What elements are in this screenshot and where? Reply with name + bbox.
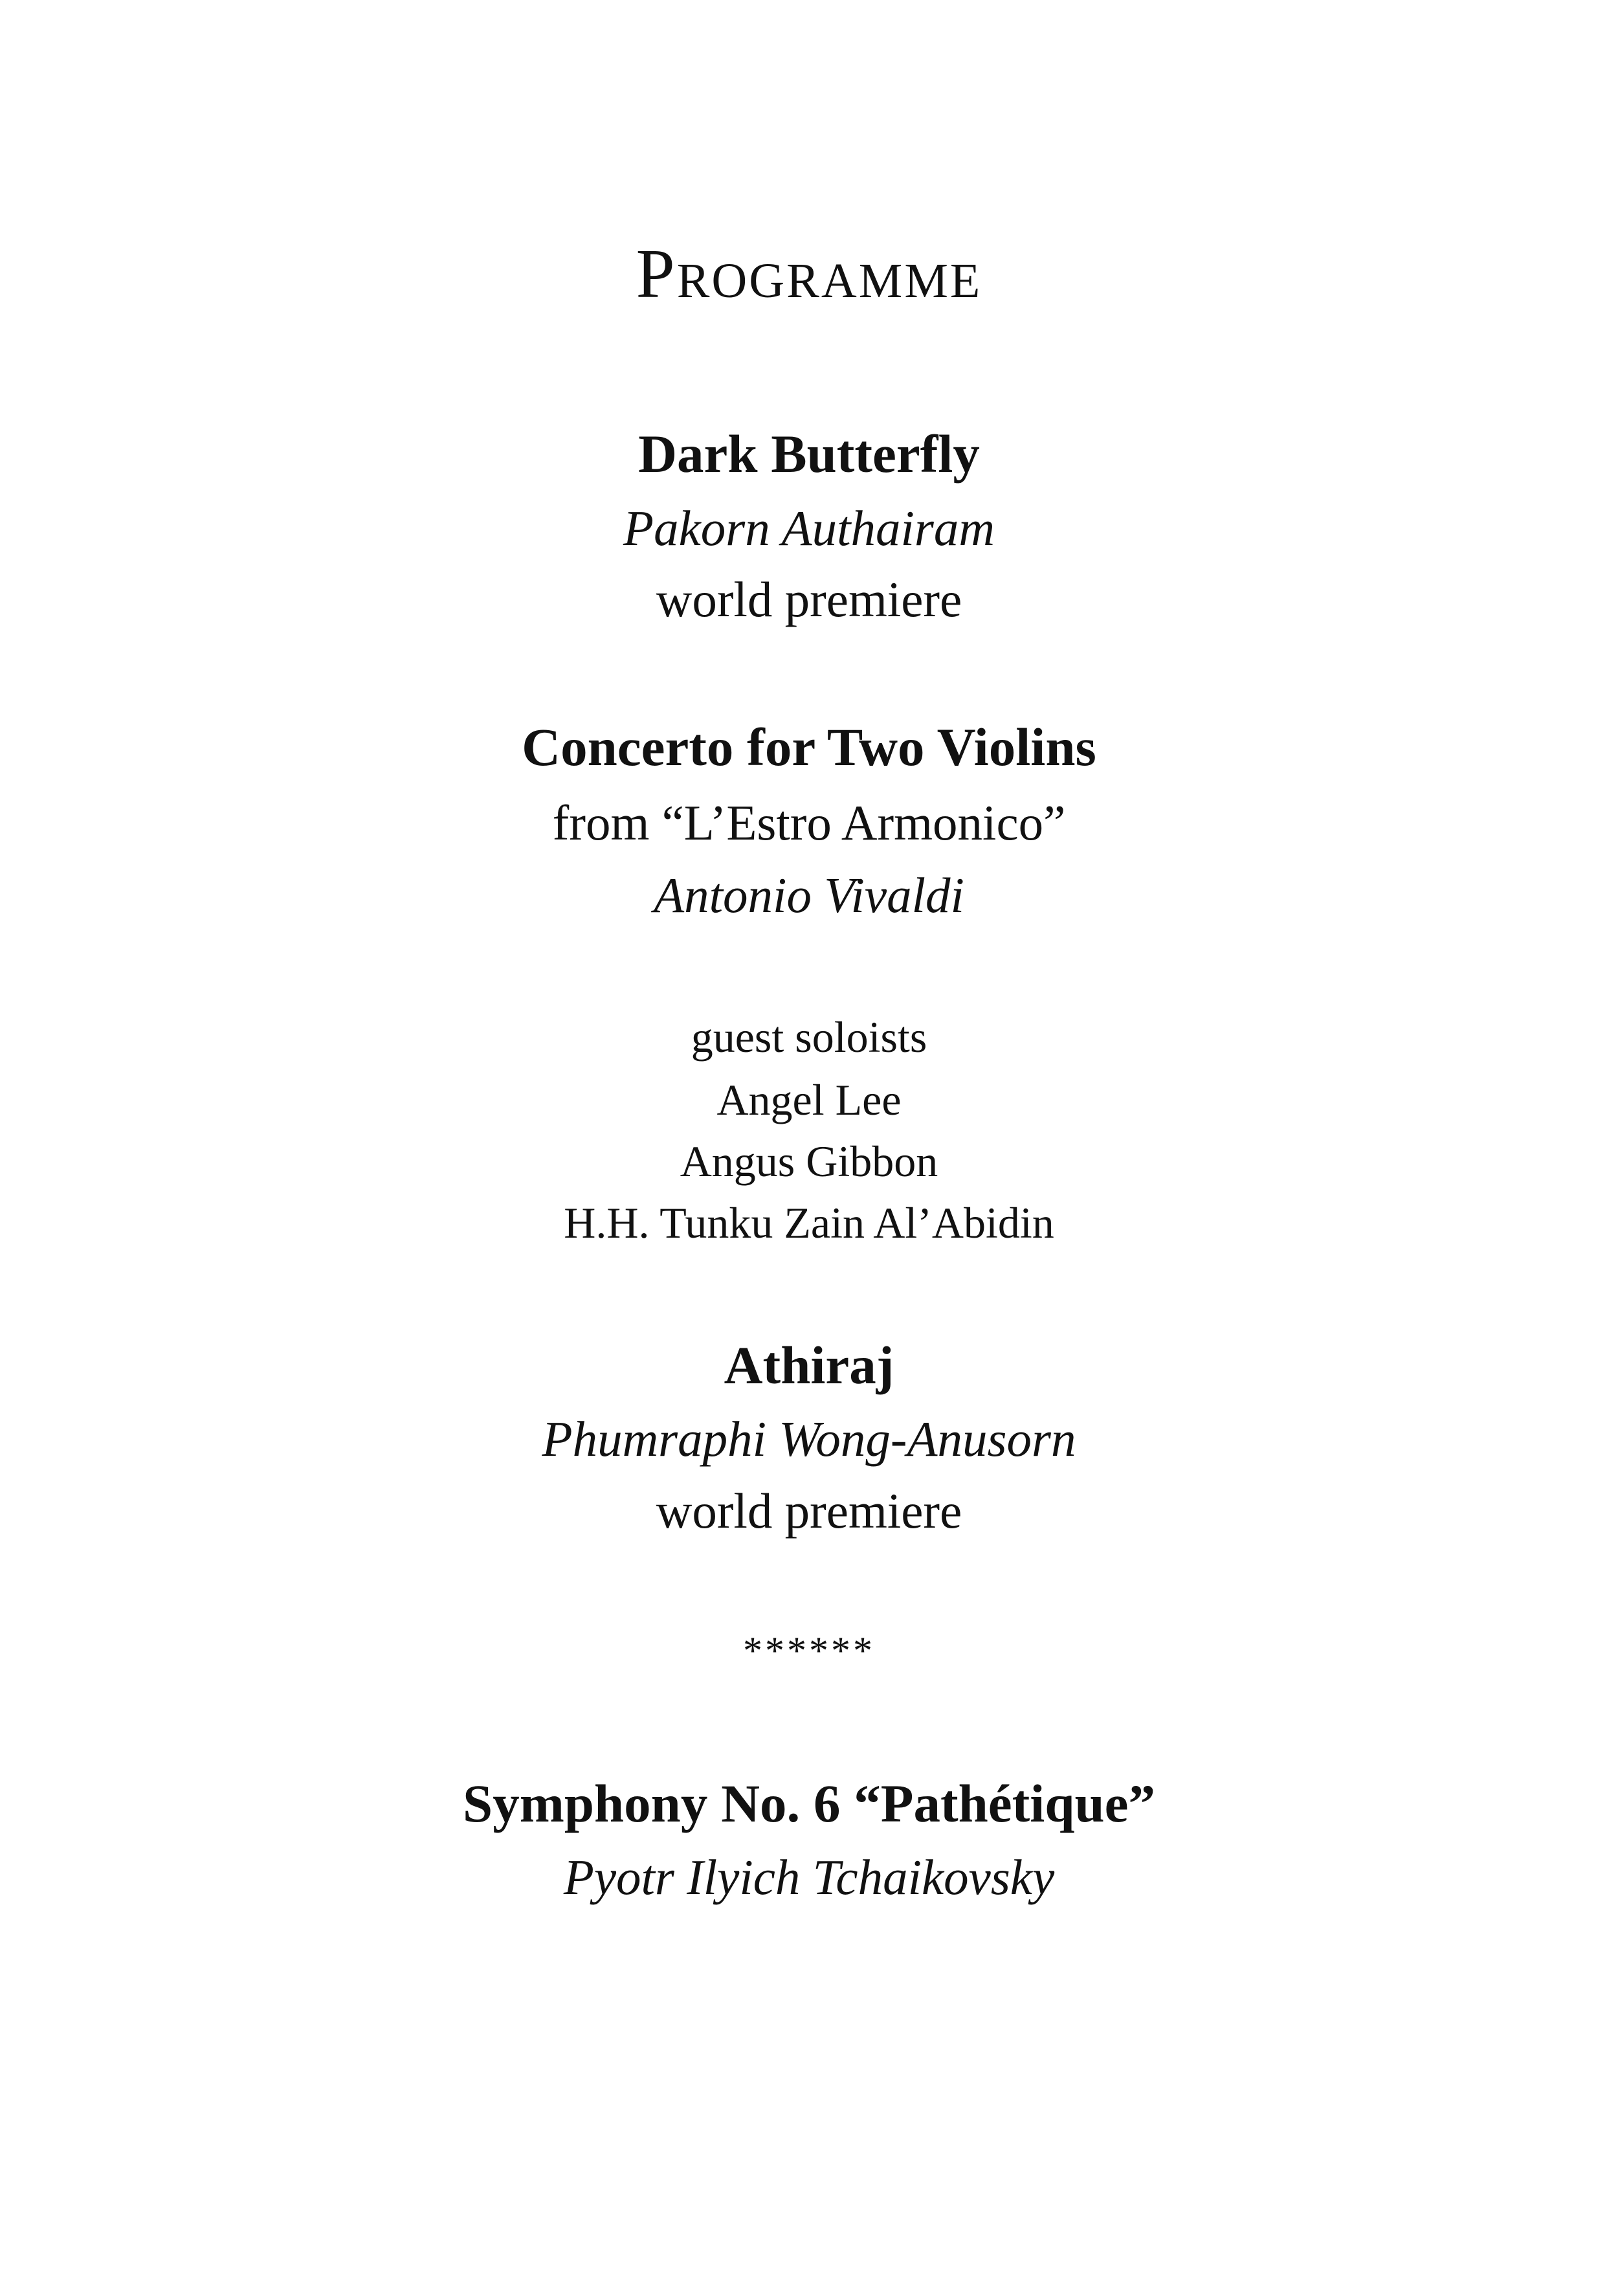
work-title: Concerto for Two Violins: [522, 717, 1096, 777]
work-title: Symphony No. 6 “Pathétique”: [463, 1774, 1155, 1833]
work-title: Dark Butterfly: [638, 424, 980, 484]
page-title: Programme: [636, 236, 982, 313]
soloist-name: Angus Gibbon: [680, 1137, 938, 1186]
work-subtitle: from “L’Estro Armonico”: [552, 795, 1066, 851]
work-note: world premiere: [656, 572, 962, 627]
work-composer: Pakorn Authairam: [623, 500, 995, 556]
work-title: Athiraj: [724, 1335, 894, 1395]
work-composer: Phumraphi Wong-Anusorn: [542, 1411, 1076, 1467]
work-composer: Antonio Vivaldi: [654, 867, 964, 923]
soloist-name: H.H. Tunku Zain Al’Abidin: [564, 1198, 1054, 1247]
work-composer: Pyotr Ilyich Tchaikovsky: [563, 1849, 1055, 1905]
soloist-name: Angel Lee: [716, 1075, 902, 1124]
work-note: world premiere: [656, 1483, 962, 1539]
soloists-label: guest soloists: [691, 1012, 927, 1062]
interval-separator: ******: [743, 1629, 875, 1672]
